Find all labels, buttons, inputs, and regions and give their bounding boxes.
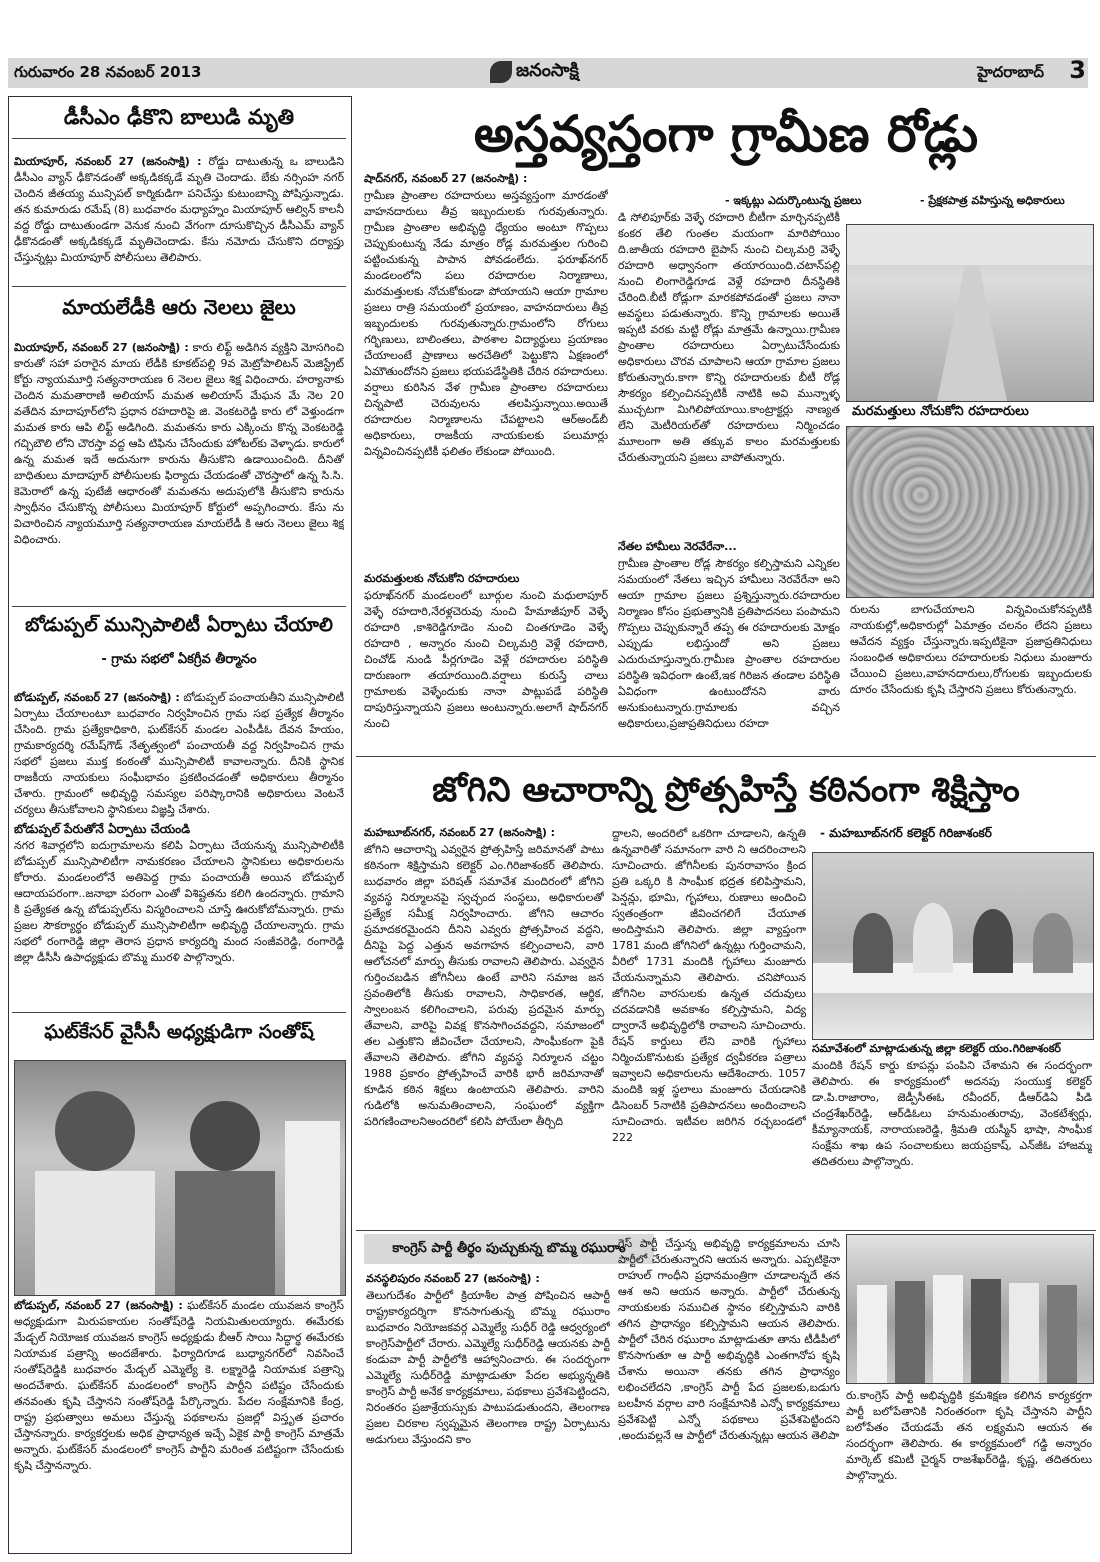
column-text: ఫరూఖ్‌నగర్ మండలంలో బూర్గుల నుంచి మధులాపూర్ వెళ్ళే రహదారి,నేరళ్లచెరువు నుంచి హేమాజీపూర్ వెళ్ళే రహదారి ,కాశిరెడ్డిగూడెం నుంచి చింతగూడెం వెళ్ళే రహదారి , అన్నారం నుంచి చిల్కమర్రి వెళ్లే రహదారి, చించోడ్ నుండి పీర్లగూడెం వెళ్లే రహదారుల పరిస్థితి దారుణంగా తయారయింది.వర్షాలు కురుస్తే చాలు గ్రామాలకు వెళ్ళేందుకు నానా పాట్లుపడే పరిస్థితి దాపురిస్తున్నాయని ప్రజలు అంటున్నారు.అలాగే షాద్‌నగర్ నుంచి [364,589,608,730]
edition-city: హైదరాబాద్ [977,63,1044,81]
story-title: మాయలేడీకి ఆరు నెలలు జైలు [62,295,296,319]
story-title: డీసీఎం ఢీకొని బాలుడి మృతి [63,105,295,129]
dateline: మహబూబ్‌నగర్, నవంబర్ 27 (జనంసాక్షి) : [364,826,556,839]
sky-area [847,225,1093,265]
congress-headline: కాంగ్రెస్ పార్టీ తీర్థం పుచ్చుకున్న బొమ్మ రఘురాం [364,1234,654,1264]
subheading: బోడుప్పల్ పేరుతోనే ఏర్పాటు చేయండి [14,822,191,836]
divider [356,756,1096,757]
subheading: మరమత్తులకు నోచుకోని రహదారులు [364,572,520,585]
person-figure [285,1121,340,1295]
column-text: తెలుగుదేశం పార్టీలో క్రియాశీల పాత్ర పోషించిన ఆపార్టీ రాష్ట్రకార్యదర్శిగా కొనసాగుతున్న బొమ్మ రఘురాం బుధవారం నియోజకవర్గ ఎమ్మెల్యే సుధీర్ రెడ్డి ఆధ్వర్యంలో కాంగ్రెస్‌పార్టీలో చేరారు. ఎమ్మెల్యే సుధీర్‌రెడ్డి ఆయనకు పార్టీ కండువా పార్టీ పార్టీలోకి ఆహ్వానించారు. ఈ సందర్భంగా ఎమ్మెల్యే సుధీర్‌రెడ్డి మాట్లాడుతూ పేదల అభ్యున్నతికి కాంగ్రెస్ పార్టీ అనేక కార్యక్రమాలు, పథకాలు ప్రవేశపెట్టిందని, నిరంతరం ప్రజాశ్రేయస్సుకు పాటుపడుతుందని, తెలంగాణ ప్రజల చిరకాల స్వప్నమైన తెలంగాణ రాష్ట్ర ఏర్పాటును అడుగులు వేస్తుందని కాం [366,1289,610,1446]
divider [12,1012,346,1013]
logo-icon [490,61,512,83]
story-tagline: - గ్రామ సభలో ఏకగ్రీవ తీర్మానం [101,652,257,667]
column-text: మందికి రేషన్ కార్డు కూపన్లు పంపిని చేశామని ఈ సందర్భంగా తెలిపారు. ఈ కార్యక్రమంలో అదనపు సంయుక్త కలెక్టర్ డా.పి.రాజారాం, జెడ్పీసీఈఓ రవీందర్, డీఆర్‌డిఏ పీడి చంద్రశేఖర్‌రెడ్డి, ఆర్‌డిఓలు హనుమంతురావు, వెంకటేశ్వర్లు, కీమ్యానాయక్, నారాయణరెడ్డి, శ్రీమతి యస్మీన్ భాషా, సాంఘీక సంక్షేమ శాఖ ఉప సంచాలకులు జయప్రకాష్, ఎన్‌జీఓ హాజమ్మ తదితరులు పాల్గొన్నారు. [812,1059,1092,1168]
story-body [14,154,344,282]
dateline: బోడుప్పల్, నవంబర్ 27 (జనంసాక్షి) : [14,691,180,704]
issue-date: గురువారం 28 నవంబర్ 2013 [14,63,202,81]
road-surface [937,265,1007,401]
story-body [14,340,344,608]
person-figure [1033,913,1073,973]
photo-caption: సమావేశంలో మాట్లాడుతున్న జిల్లా కలెక్టర్ యం.గిరిజాశంకర్ [812,1042,1061,1055]
story-text: ఘట్‌కేసర్ మండల యువజన కాంగ్రెస్ అధ్యక్షుడుగా మిరుపకాయల సంతోష్‌రెడ్డి నియమితులయ్యారు. ఈమేరకు మేడ్చల్ నియోజక యువజన కాంగ్రెస్ అధ్యక్షుడు బీఆర్ సాయి సిద్ధార్థ ఈమేరకు నియామక పత్రాన్ని అందజేశారు. ఫిర్యాదిగూడ బుధ్యానగర్‌లో నివసించే సంతోష్‌రెడ్డికి బుధవారం మేడ్చల్ ఎమ్మెల్యే కె. లక్ష్మారెడ్డి నియామక పత్రాన్ని అందచేశారు. ఘట్‌కేసర్ మండలంలో కాంగ్రెస్ పార్టీని పటిష్టం చేసేందుకు తనవంతు కృషి చేస్తానని సంతోష్‌రెడ్డి పేర్కొన్నారు. పేదల సంక్షేమానికి కేంద్ర, రాష్ట్ర ప్రభుత్వాలు అమలు చేస్తున్న పథకాలను ప్రజల్లో విస్తృత ప్రచారం చేస్తానన్నారు. కార్యకర్తలకు అధిక ప్రాధాన్యత ఇచ్చే ఏకైక పార్టీ కాంగ్రెస్ మాత్రమే అన్నారు. ఘట్‌కేసర్ మండలంలో కాంగ్రెస్ పార్టీని మరింత పటిష్టంగా చేసేందుకు కృషి చేస్తానన్నారు. [14,1299,344,1472]
tagline: - ఇక్కట్లు ఎదుర్కొంటున్న ప్రజలు [725,194,862,207]
person-figure [190,1101,260,1171]
story-text: రోడ్డు దాటుతున్న ఒ బాలుడిని డీసీఎం వ్యాన్ ఢీకొనడంతో అక్కడికక్కడే మృతి చెందాడు. బేకు నర్సింహ నగర్ చెందిన జీతయ్య మున్సిపల్ కార్మికుడిగా పనిచేస్తు కుటుంబాన్ని పోషిస్తున్నాడు. తన కుమారుడు రమేష్ (8) బుధవారం మధ్యాహ్నం మియాపూర్ ఆల్విన్ కాలనీ వద్ద రోడ్డు దాటుతుండగా వెనుక నుంచి వేగంగా దూసుకొచ్చిన డీసీఎమ్ వ్యాన్ ఢీకొనడంతో అక్కడికక్కడే మృతిచెందాడు. కేసు నమోదు చేసుకొని దర్యాప్తు చేస్తున్నట్లు మియాపూర్ పోలీసులు తెలిపారు. [14,155,344,264]
person-figure [35,1171,155,1295]
column-text: డి సోలిపూర్‌కు వెళ్ళే రహదారి బీటీగా మార్చినప్పటికీ కంకర తేలి గుంతల మయంగా మారిపోయిం ది.జాతీయ రహదారి బైపాస్ నుంచి చిల్కమర్రి వెళ్ళే రహదారి అధ్వానంగా తయారయింది.చటాన్‌పల్లి నుంచి లింగారెడ్డిగూడ వెళ్లే రహదారి దీనస్థితికి చేరింది.బీటీ రోడ్లుగా మారకపోవడంతో ప్రజలు నానా అవస్థలు పడుతున్నారు. కొన్ని గ్రామాలకు అయితే ఇప్పటి వరకు మట్టి రోడ్లు మాత్రమే ఉన్నాయి.గ్రామీణ ప్రాంతాల రహదారులు ఏర్పాటుచేసేందుకు అధికారులు చొరవ చూపాలని ఆయా గ్రామాల ప్రజలు కోరుతున్నారు.కాగా కొన్ని రహదారులకు బీటీ రోడ్ల సౌకర్యం కల్పించినప్పటికీ నాటికి అవి మున్నాళ్ళ ముచ్చటగా మిగిలిపోయాయి.కాంట్రాక్టర్లు నాణ్యత లేని మెటీరియల్‌తో రహదారులు నిర్మించడం మూలంగా అతి తక్కువ కాలం మరమత్తులకు చేరుతున్నాయని ప్రజలు వాపోతున్నారు. [618,211,840,464]
group-photo [846,1234,1094,1384]
person-figure [857,1285,887,1383]
story-title: బోడుప్పల్ మున్సిపాలిటీ ఏర్పాటు చేయాలి [25,614,333,636]
story-text: కారు లిఫ్ట్ అడిగిన వ్యక్తిని మోసగించి కారుతో సహా పరారైన మాయ లేడీకి కూకట్‌పల్లి 9వ మెట్రోపాలిటన్ మెజిస్ట్రేట్ కోర్టు న్యాయమూర్తి సత్యనారాయణ 6 నెలల జైలు శిక్ష విధించారు. హర్యానాకు చెందిన మమతారాణి అలియాస్ మమత అలియాస్ మేఘన మే నెల 20 వతేదిన మాదాపూర్‌లోని ప్రధాన రహదారిపై జి. వెంకటరెడ్డి కారు లో వెళ్తుండగా మమత కారు ఆపి లిఫ్ట్ అడిగింది. మమతను కారు ఎక్కించు కొన్న వెంకటరెడ్డి గచ్చిబౌలి లోని చౌరస్తా వద్ద ఆపి టిఫిను చేసేందుకు హోటల్‌కు వెళ్ళాడు. కారులో ఉన్న మమత ఇదే అదునుగా కారును తీసుకొని ఉడాయించింది. దీనితో బాధితులు మాదాపూర్ పోలీసులకు ఫిర్యాదు చేయడంతో చౌరస్తాలో ఉన్న సి.సి. కెమెరాలో ఉన్న పుటేజీ ఆధారంతో మమతను అదుపులోకి తీసుకొని కారును స్వాధీనం చేసుకొన్న పోలీసులు మియాపూర్ కోర్టులో అప్పగించారు. కేసు ను విచారించిన న్యాయమూర్తి సత్యనారాయణ మాయలేడీ కి ఆరు నెలలు జైలు శిక్ష విధించారు. [14,341,344,546]
divider [12,286,346,287]
person-figure [853,913,893,973]
column-text: ద్దాలని, అందరిలో ఒకరిగా చూడాలని, ఉన్నతి ఉన్నవారితో సమానంగా వారి ని ఆదరించాలని సూచించారు. జోగినీలకు పునరావాసం క్రింద ప్రతి ఒక్కరి కి సాంఘీక భద్రత కలిపిస్తామని, పెన్షన్లు, భూమి, గృహాలు, రుణాలు అందించి స్వతంత్రంగా జీవించగలిగే చేయూత అందిస్తామని తెలిపారు. జిల్లా వ్యాప్తంగా 1781 మంది జోగినిలో ఉన్నట్లు గుర్తించామని, వీరిలో 1731 మందికి గృహాలు మంజూరు చేయనున్నామని తెలిపారు. చనిపోయిన జోగినిల వారసులకు ఉన్నత చదువులు చదవడానికి అవకాశం కల్పిస్తామని, విద్య ద్వారానే అభివృద్ధిలోకి రావాలని సూచించారు. రేషన్ కార్డులు లేని వారికి గృహాలు నిర్మించుకొనుటకు ప్రత్యేక ద్వవీకరణ పత్రాలు ఇవ్వాలని అధికారులను ఆదేశించారు. 1057 మందికి ఇళ్ల స్థలాలు మంజూరు చేయడానికి డిసెంబర్ 5నాటికి ప్రతిపాదనలు అందించాలని సూచించారు. ఇటీవల జరిగిన రచ్చబండలో 222 [612,827,806,1144]
dateline: షాద్‌నగర్, నవంబర్ 27 (జనంసాక్షి) : [364,172,528,185]
person-figure [933,1275,963,1383]
divider [12,606,346,607]
person-figure [971,1279,1001,1383]
person-figure [913,903,953,973]
column-text: గ్రెస్ పార్టీ చేస్తున్న అభివృద్ధి కార్యక్రమాలను చూసి పార్టీలో చేరుతున్నారని ఆయన అన్నారు. ఎప్పటికైనా రాహుల్ గాంధీని ప్రధానమంత్రిగా చూడాలన్నదే తన ఆశ అని ఆయన అన్నారు. పార్టీలో చేరుతున్న నాయకులకు సముచిత స్థానం కల్పిస్తామని వారికి తగిన ప్రాధాన్యం కల్పిస్తామని ఆయన తెలిపారు. పార్టీలో చేరిన రఘురాం మాట్లాడుతూ తాను టీడీపీలో కొనసాగుతూ ఆ పార్టీ అభివృద్ధికి ఎంతగానోప కృషి చేశాను అయినా తనకు తగిన ప్రాధాన్యం లభించలేదని ,కాంగ్రెస్ పార్టీ పేద ప్రజలకు,బడుగు బలహీన వర్గాల వారి సంక్షేమానికి ఎన్నో కార్యక్రమాలు ప్రవేశపెట్టి ఎన్నో పథకాలు ప్రవేశపెట్టిందని ,అందువల్లనే ఆ పార్టీలో చేరుతున్నట్లు ఆయన తెలిపా [618,1237,840,1442]
column-text: రులను బాగుచేయాలని విన్నవించుకోనప్పటికీ నాయకుల్లో,అధికారుల్లో ఏమాత్రం చలనం లేదని ప్రజలు ఆవేదన వ్యక్తం చేస్తున్నారు.ఇప్పటికైనా ప్రజాప్రతినిధులు సంబంధిత అధికారులు రహదారులకు నిధులు మంజూరు చేయించి ప్రజలు,వాహనదారులు,రోగులకు ఇబ్బందులకు దూరం చేసేందుకు కృషి చేస్తారని ప్రజలు కోరుతున్నారు. [850,603,1092,696]
column-text: రు.కాంగ్రెస్ పార్టీ అభివృద్ధికి క్రమశిక్షణ కలిగిన కార్యకర్తగా పార్టీ బలోపేతానికి నిరంతరంగా కృషి చేస్తానని పార్టీని బలోపేతం చేయడమే తన లక్ష్యమని ఆయన ఈ సందర్భంగా తెలిపారు. ఈ కార్యక్రమంలో గడ్డి అన్నారం మార్కెట్ కమిటీ చైర్మన్ రాజశేఖర్‌రెడ్డి, కృష్ణ, తదితరులు పాల్గొన్నారు. [846,1389,1092,1482]
story-body [14,690,344,822]
road-photo [846,426,1094,598]
story-title: ఘట్‌కేసర్ వైసీసీ అధ్యక్షుడిగా సంతోష్ [44,1021,314,1043]
tagline: - మహబూబ్‌నగర్ కలెక్టర్ గిరిజాశంకర్ [820,826,992,840]
subheading: నేతల హామీలు నెరవేరేనా... [618,540,737,553]
road-photo [846,224,1094,402]
person-figure [895,1281,925,1383]
column-text: గ్రామీణ ప్రాంతాల రహదారులు అస్తవ్యస్తంగా మారడంతో వాహనదారులు తీవ్ర ఇబ్బందులకు గురవుతున్నారు. గ్రామీణ ప్రాంతాల అభివృద్ధి ధ్యేయం అంటూ గొప్పలు చెప్పుకుంటున్న నేడు మాత్రం రోడ్ల మరమత్తుల గురించి పట్టించుకున్న పాపాన పోవడంలేదు. ఫరూఖ్‌నగర్ మండలంలోని పలు రహదారుల నిర్మాణాలు, మరమత్తులకు నోచుకోకుండా పోయాయని ఆయా గ్రామాల ప్రజలు రాత్రి సమయంలో ప్రయాణం, వాహనదారులు తీవ్ర ఇబ్బందులకు గురవుతున్నారు.గ్రామంలోని రోగులు గర్భిణులు, బాలింతలు, పాఠశాల విద్యార్థులు ప్రయాణం చేయాలంటే ప్రాణాలు అరచేతిలో పెట్టుకొని ఏక్షణంలో ఏమౌతుందోనని ప్రజలు భయపడేస్థితికి చేరిన రహదారులు. వర్షాలు కురిసిన వేళ గ్రామీణ ప్రాంతాల రహదారులు చిన్నపాటి చెరువులను తలపిస్తున్నాయి.అయితే రహదారుల నిర్మాణాలను చేపట్టాలని ఆర్అండ్‌బీ అధికారులు, రాజకీయ నాయకులకు పలుమార్లు విన్నవించినప్పటికీ ఫలితం లేకుండా పోయింది. [364,189,608,458]
tagline: - ప్రేక్షకపాత్ర వహిస్తున్న అధికారులు [920,194,1065,207]
story-body [14,1298,344,1548]
newspaper-logo [490,56,579,88]
dateline: వనస్థలిపురం నవంబర్ 27 (జనంసాక్షి) : [366,1272,540,1285]
news-photo [14,1060,346,1296]
person-figure [1047,1285,1077,1383]
main-headline: అస్తవ్యస్తంగా గ్రామీణ రోడ్లు [473,105,979,163]
meeting-photo [812,852,1094,1040]
dateline: మియాపూర్, నవంబర్ 27 (జనంసాక్షి) : [14,155,202,168]
masthead [0,0,1100,90]
photo-caption: మరమత్తులు నోచుకోని రహదారులు [852,404,1029,419]
dateline: బోడుప్పల్, నవంబర్ 27 (జనంసాక్షి) : [14,1299,183,1312]
dateline: మియాపూర్, నవంబర్ 27 (జనంసాక్షి) : [14,341,189,354]
person-figure [175,1171,275,1295]
story-body: నగర శివార్లలోని ఐదుగ్రామాలను కలిపి ఏర్పాటు చేయనున్న మున్సిపాలిటీకి బోడుప్పల్ మున్సిపాలిటీగా నామకరణం చేయాలని స్థానికులు అధికారులను కోరారు. మండలంలోనే అతిపెద్ద గ్రామ పంచాయతీ అయిన బోడుప్పల్ ఆదాయపరంగా..జనాభా పరంగా ఎంతో విశిష్టతను కలిగి ఉందన్నారు. గ్రామాని కి ప్రత్యేకత ఉన్న బోడుప్పల్‌ను విస్మరించాలని చూస్తే ఊరుకోబోమన్నారు. గ్రామ ప్రజల సౌకర్యార్థం బోడుప్పల్ మున్సిపాలిటీగా అభివృద్ధి చేయాలన్నారు. గ్రామ సభలో రంగారెడ్డి జిల్లా తెరాస ప్రధాన కార్యదర్శి మంద సంజీవరెడ్డి, రంగారెడ్డి జిల్లా డీసీసీ ఉపాధ్యక్షుడు బొమ్మ మురళి పాల్గొన్నారు. [14,839,344,964]
person-figure [973,909,1013,973]
person-figure [55,1091,135,1171]
story-text: బోడుప్పల్ పంచాయతీని మున్సిపాలిటీ ఏర్పాటు చేయాలంటూ బుధవారం నిర్వహించిన గ్రామ సభ ప్రత్యేక తీర్మానం చేసింది. గ్రామ ప్రత్యేకాధికారి, ఘట్‌కేసర్ మండల ఎంపీడీఓ దేవన హేయం, గ్రామకార్యదర్శి రమేష్‌గౌడ్ నేతృత్వంలో పంచాయతీ వద్ద నిర్వహించిన గ్రామ సభలో ప్రజలు ముక్త కంఠంతో మున్సిపాలిటీ కావాలన్నారు. దీనికి స్థానిక రాజకీయ నాయకులు సంఘీభావం ప్రకటించడంతో అధికారులు తీర్మానం చేశారు. గ్రామంలో అభివృద్ధి సమస్యల పరిష్కారానికి అధికారులు వెంటనే చర్యలు తీసుకోవాలని స్థానికులు విజ్ఞప్తి చేశారు. [14,691,344,816]
jogini-headline: జోగిని ఆచారాన్ని ప్రోత్సహిస్తే కఠినంగా శిక్షిస్తాం [432,770,1020,810]
column-text: గ్రామీణ ప్రాంతాల రోడ్ల సౌకర్యం కల్పిస్తామని ఎన్నికల సమయంలో నేతలు ఇచ్చిన హామీలు నెరవేరేనా అని ఆయా గ్రామాల ప్రజలు ప్రశ్నిస్తున్నారు.రహదారుల నిర్మాణం కోసం ప్రభుత్వానికి ప్రతిపాదనలు పంపామని గొప్పలు చెప్పుకున్నారే తప్ప ఈ రహదారులకు మోక్షం ఎప్పుడు లభిస్తుందో అని ప్రజలు ఎదురుచూస్తున్నారు.గ్రామీణ ప్రాంతాల రహదారుల పరిస్థితి ఇవిధంగా ఉంటే,ఇక గిరిజన తండాల పరిస్థితి ఏవిధంగా ఉంటుందోనని వారు అనుకుంటున్నారు.గ్రామాలకు వచ్చిన అధికారులు,ప్రజాప్రతినిధులు రహదా [618,557,840,730]
page-number: 3 [1069,56,1086,84]
column-text: జోగిని ఆచారాన్ని ఎవ్వరైన ప్రోత్సహిస్తే జరిమానతో పాటు కఠినంగా శిక్షిస్తామని కలెక్టర్ ఎం.గిరిజాశంకర్ తెలిపారు. బుధవారం జిల్లా పరిషత్ సమావేశ మందిరంలో జోగిని వ్యవస్థ నిర్మూలనపై స్వచ్ఛంద సంస్థలు, అధికారులతో ప్రత్యేక సమీక్ష నిర్వహించారు. జోగిని ఆచారం ప్రమాదకరమైందని దీనిని ఎవ్వరు ప్రోత్సహించ వద్దని, దీనిపై పెద్ద ఎత్తున అవగాహన కల్పించాలని, వారి ఆలోచనలో మార్పు తీసుకు రావాలని తెలిపారు. ఎవ్వరైన గుర్తించబడిన జోగినీలు ఉంటే వారిని సమాజ జన స్రవంతిలోకి తీసుకు రావాలని, సాధికారత, ఆర్థిక, స్వాలంబన కలిగించాలని, పరువు ప్రదమైన మార్పు తేవాలని, వారిపై వివక్ష కొనసాగించవద్దని, సమాజంలో తల ఎత్తుకొని జీవించేలా చేయాలని, సాంఘీకంగా పైకి తేవాలని తెలిపారు. జోగిని వ్యవస్థ నిర్మూలన చట్టం 1988 ప్రకారం ప్రోత్సహించే వారికి భారీ జరిమానాతో కూడిన కఠిన శిక్షలు ఉంటాయని తెలిపారు. వారిని గుడిలోకి అనుమతించాలని, సంఘంలో వ్యక్తిగా పరిగణించాలనిఅందరిలో కలిసి పోయేలా తీర్చిది [364,843,604,1128]
divider [12,138,346,139]
person-figure [1009,1283,1039,1383]
logo-text: జనంసాక్షి [516,59,579,81]
divider [356,1230,1096,1231]
